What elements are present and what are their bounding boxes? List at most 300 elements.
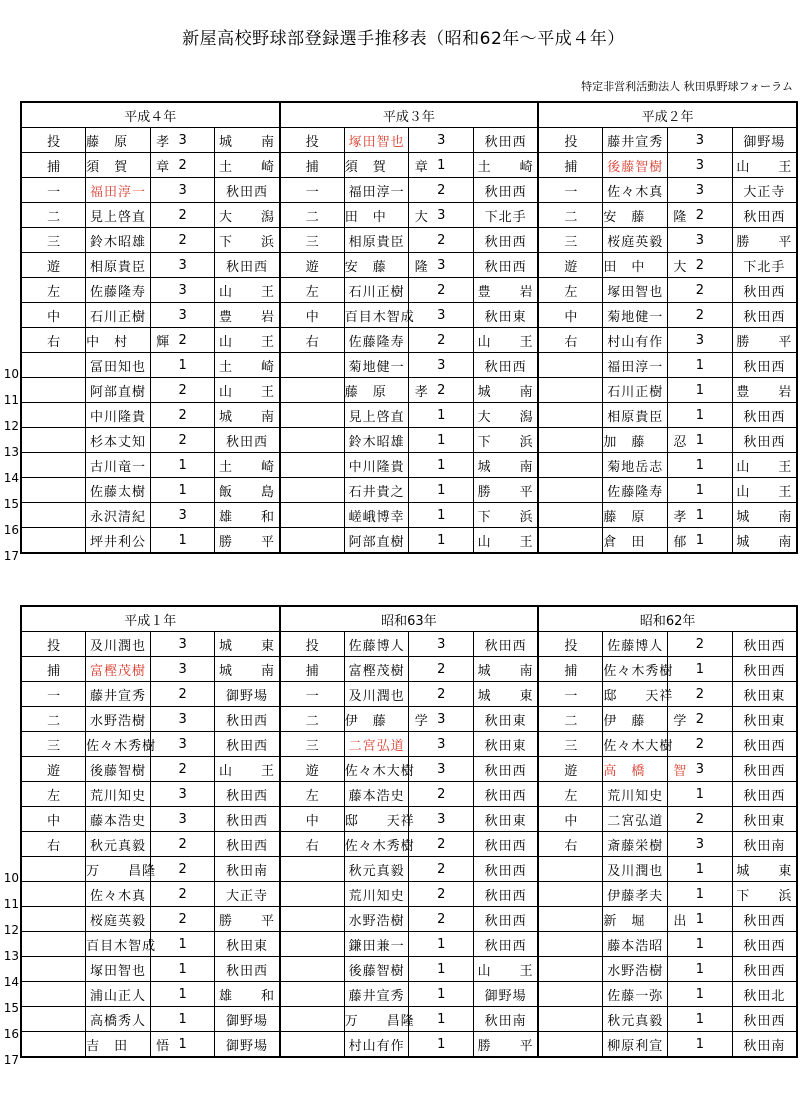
position-cell: 中 (538, 807, 603, 832)
position-cell: 捕 (21, 153, 86, 178)
player-name-cell: 鎌田兼一 (344, 932, 409, 957)
school-cell: 大正寺 (732, 178, 797, 203)
position-cell: 遊 (21, 253, 86, 278)
position-cell (538, 403, 603, 428)
school-cell: 城 南 (474, 453, 539, 478)
player-name-cell: 石川正樹 (603, 378, 668, 403)
row-number: 11 (3, 393, 19, 407)
player-name-cell: 藤本浩史 (86, 807, 151, 832)
grade-cell: 2 (409, 178, 474, 203)
player-name-cell: 冨田知也 (86, 353, 151, 378)
player-name-cell: 佐々木秀樹 (603, 657, 668, 682)
position-cell (21, 957, 86, 982)
player-name-cell: 阿部直樹 (86, 378, 151, 403)
grade-cell: 2 (150, 403, 215, 428)
position-cell: 二 (538, 707, 603, 732)
position-cell: 遊 (21, 757, 86, 782)
school-cell: 秋田西 (474, 757, 539, 782)
grade-cell: 2 (150, 203, 215, 228)
school-cell: 秋田西 (474, 832, 539, 857)
grade-cell: 2 (150, 328, 215, 353)
position-cell: 二 (280, 707, 345, 732)
grade-cell: 2 (150, 378, 215, 403)
grade-cell: 3 (409, 203, 474, 228)
school-cell: 城 東 (732, 857, 797, 882)
grade-cell: 3 (668, 128, 733, 153)
player-name-cell: 藤井宣秀 (344, 982, 409, 1007)
row-number: 13 (3, 949, 19, 963)
school-cell: 秋田西 (732, 203, 797, 228)
position-cell: 投 (21, 632, 86, 657)
position-cell (21, 1032, 86, 1058)
school-cell: 秋田西 (732, 757, 797, 782)
player-name-cell: 二宮弘道 (344, 732, 409, 757)
player-name-cell: 相原貴臣 (603, 403, 668, 428)
player-name-cell: 伊 藤 学 (603, 707, 668, 732)
player-name-cell: 百目木智成 (344, 303, 409, 328)
position-cell (21, 503, 86, 528)
player-name-cell: 万 昌隆 (86, 857, 151, 882)
grade-cell: 1 (668, 982, 733, 1007)
player-name-cell: 倉 田 郁 (603, 528, 668, 554)
school-cell: 秋田西 (474, 907, 539, 932)
grade-cell: 1 (409, 153, 474, 178)
player-name-cell: 藤井宣秀 (603, 128, 668, 153)
row-number: 16 (3, 1027, 19, 1041)
row-number: 14 (3, 471, 19, 485)
grade-cell: 3 (150, 303, 215, 328)
school-cell: 秋田西 (732, 957, 797, 982)
school-cell: 秋田西 (474, 353, 539, 378)
school-cell: 土 崎 (215, 353, 280, 378)
grade-cell: 3 (150, 657, 215, 682)
school-cell: 秋田西 (474, 128, 539, 153)
school-cell: 大 潟 (215, 203, 280, 228)
position-cell (538, 857, 603, 882)
player-name-cell: 邸 天祥 (603, 682, 668, 707)
school-cell: 土 崎 (474, 153, 539, 178)
grade-cell: 2 (409, 782, 474, 807)
grade-cell: 1 (668, 657, 733, 682)
player-name-cell: 菊地健一 (603, 303, 668, 328)
player-name-cell: 見上啓直 (86, 203, 151, 228)
player-name-cell: 坪井利公 (86, 528, 151, 554)
year-header: 昭和62年 (538, 606, 797, 632)
position-cell (538, 957, 603, 982)
grade-cell: 1 (150, 957, 215, 982)
grade-cell: 1 (150, 353, 215, 378)
row-number: 10 (3, 367, 19, 381)
player-name-cell: 嵯峨博幸 (344, 503, 409, 528)
school-cell: 山 王 (474, 328, 539, 353)
position-cell (21, 857, 86, 882)
player-name-cell: 桜庭英毅 (603, 228, 668, 253)
player-name-cell: 及川潤也 (603, 857, 668, 882)
position-cell: 右 (538, 832, 603, 857)
player-name-cell: 後藤智樹 (603, 153, 668, 178)
row-number: 12 (3, 923, 19, 937)
player-name-cell: 佐々木大樹 (603, 732, 668, 757)
school-cell: 下 浜 (215, 228, 280, 253)
position-cell: 右 (21, 832, 86, 857)
school-cell: 城 南 (215, 657, 280, 682)
grade-cell: 1 (668, 1032, 733, 1058)
position-cell: 遊 (538, 757, 603, 782)
table-row (21, 453, 797, 478)
page-title: 新屋高校野球部登録選手推移表（昭和62年～平成４年） (182, 29, 625, 49)
player-name-cell: 田 中 大 (603, 253, 668, 278)
position-cell: 二 (21, 707, 86, 732)
table-row (21, 657, 797, 682)
table-row (21, 503, 797, 528)
school-cell: 秋田西 (474, 632, 539, 657)
row-number: 15 (3, 497, 19, 511)
school-cell: 勝 平 (732, 328, 797, 353)
year-header: 平成４年 (21, 102, 280, 128)
grade-cell: 2 (150, 428, 215, 453)
grade-cell: 3 (150, 632, 215, 657)
position-cell: 捕 (21, 657, 86, 682)
grade-cell: 1 (150, 478, 215, 503)
school-cell: 秋田西 (732, 1007, 797, 1032)
grade-cell: 3 (150, 807, 215, 832)
position-cell: 遊 (280, 253, 345, 278)
table-row (21, 303, 797, 328)
player-name-cell: 荒川知史 (603, 782, 668, 807)
position-cell: 右 (21, 328, 86, 353)
grade-cell: 2 (409, 832, 474, 857)
player-name-cell: 佐藤博人 (344, 632, 409, 657)
player-name-cell: 高橋秀人 (86, 1007, 151, 1032)
grade-cell: 1 (668, 1007, 733, 1032)
school-cell: 豊 岩 (215, 303, 280, 328)
grade-cell: 1 (409, 403, 474, 428)
table-row (21, 832, 797, 857)
grade-cell: 3 (668, 153, 733, 178)
school-cell: 下 浜 (474, 428, 539, 453)
school-cell: 秋田西 (215, 957, 280, 982)
school-cell: 城 南 (474, 378, 539, 403)
position-cell (280, 503, 345, 528)
grade-cell: 1 (150, 1032, 215, 1058)
grade-cell: 3 (409, 632, 474, 657)
school-cell: 秋田西 (732, 657, 797, 682)
position-cell: 二 (280, 203, 345, 228)
player-name-cell: 福田淳一 (344, 178, 409, 203)
position-cell (280, 453, 345, 478)
position-cell (538, 503, 603, 528)
table-row (21, 153, 797, 178)
player-name-cell: 安 藤 隆 (344, 253, 409, 278)
grade-cell: 2 (668, 732, 733, 757)
grade-cell: 2 (409, 278, 474, 303)
school-cell: 城 東 (474, 682, 539, 707)
position-cell (538, 982, 603, 1007)
school-cell: 秋田西 (732, 428, 797, 453)
school-cell: 秋田西 (474, 178, 539, 203)
school-cell: 城 南 (215, 403, 280, 428)
grade-cell: 3 (409, 128, 474, 153)
grade-cell: 1 (409, 1007, 474, 1032)
table-row (21, 228, 797, 253)
grade-cell: 1 (668, 782, 733, 807)
school-cell: 秋田東 (474, 807, 539, 832)
position-cell: 投 (538, 632, 603, 657)
row-number: 17 (3, 1053, 19, 1067)
row-number: 11 (3, 897, 19, 911)
table-row (21, 907, 797, 932)
grade-cell: 3 (409, 807, 474, 832)
grade-cell: 2 (150, 857, 215, 882)
school-cell: 大正寺 (215, 882, 280, 907)
player-name-cell: 見上啓直 (344, 403, 409, 428)
school-cell: 秋田西 (474, 882, 539, 907)
player-name-cell: 伊 藤 学 (344, 707, 409, 732)
school-cell: 御野場 (215, 1007, 280, 1032)
player-name-cell: 藤 原 孝 (603, 503, 668, 528)
position-cell: 左 (280, 782, 345, 807)
school-cell: 大 潟 (474, 403, 539, 428)
roster-table (20, 605, 798, 1058)
school-cell: 城 南 (215, 128, 280, 153)
school-cell: 秋田東 (474, 732, 539, 757)
player-name-cell: 相原貴臣 (86, 253, 151, 278)
player-name-cell: 塚田智也 (344, 128, 409, 153)
position-cell (538, 907, 603, 932)
school-cell: 土 崎 (215, 453, 280, 478)
position-cell (21, 907, 86, 932)
grade-cell: 2 (150, 882, 215, 907)
position-cell: 投 (280, 632, 345, 657)
position-cell (21, 428, 86, 453)
table-row (21, 707, 797, 732)
grade-cell: 1 (668, 503, 733, 528)
grade-cell: 1 (409, 428, 474, 453)
grade-cell: 3 (150, 128, 215, 153)
position-cell (280, 957, 345, 982)
player-name-cell: 浦山正人 (86, 982, 151, 1007)
position-cell: 三 (21, 732, 86, 757)
player-name-cell: 新 堀 出 (603, 907, 668, 932)
position-cell: 三 (280, 732, 345, 757)
table-row (21, 353, 797, 378)
position-cell: 一 (21, 178, 86, 203)
table-row (21, 428, 797, 453)
school-cell: 秋田西 (215, 253, 280, 278)
position-cell (538, 453, 603, 478)
school-cell: 城 東 (215, 632, 280, 657)
school-cell: 豊 岩 (474, 278, 539, 303)
grade-cell: 1 (668, 353, 733, 378)
player-name-cell: 古川竜一 (86, 453, 151, 478)
position-cell: 捕 (538, 153, 603, 178)
school-cell: 城 南 (732, 528, 797, 554)
school-cell: 秋田西 (474, 782, 539, 807)
table-row (21, 478, 797, 503)
school-cell: 秋田北 (732, 982, 797, 1007)
position-cell: 一 (538, 178, 603, 203)
grade-cell: 2 (668, 253, 733, 278)
year-header-row (21, 606, 797, 632)
player-name-cell: 安 藤 隆 (603, 203, 668, 228)
grade-cell: 3 (409, 353, 474, 378)
school-cell: 秋田東 (732, 807, 797, 832)
position-cell (21, 932, 86, 957)
grade-cell: 1 (668, 428, 733, 453)
table-row (21, 278, 797, 303)
position-cell: 二 (21, 203, 86, 228)
player-name-cell: 高 橋 智 (603, 757, 668, 782)
table-row (21, 932, 797, 957)
school-cell: 下北手 (732, 253, 797, 278)
player-name-cell: 藤 原 孝 (86, 128, 151, 153)
school-cell: 秋田東 (474, 707, 539, 732)
position-cell (538, 1032, 603, 1058)
position-cell (21, 378, 86, 403)
player-name-cell: 阿部直樹 (344, 528, 409, 554)
position-cell: 一 (538, 682, 603, 707)
player-name-cell: 水野浩樹 (86, 707, 151, 732)
player-name-cell: 石川正樹 (86, 303, 151, 328)
position-cell (280, 932, 345, 957)
table-row (21, 1007, 797, 1032)
player-name-cell: 佐藤太樹 (86, 478, 151, 503)
school-cell: 秋田西 (732, 278, 797, 303)
position-cell (21, 353, 86, 378)
player-name-cell: 伊藤孝夫 (603, 882, 668, 907)
school-cell: 城 南 (474, 657, 539, 682)
position-cell (21, 982, 86, 1007)
position-cell: 捕 (280, 657, 345, 682)
school-cell: 秋田西 (732, 732, 797, 757)
school-cell: 山 王 (215, 278, 280, 303)
row-number: 17 (3, 549, 19, 563)
player-name-cell: 荒川知史 (86, 782, 151, 807)
table-row (21, 328, 797, 353)
player-name-cell: 佐藤一弥 (603, 982, 668, 1007)
school-cell: 秋田東 (474, 303, 539, 328)
school-cell: 秋田西 (215, 832, 280, 857)
school-cell: 飯 島 (215, 478, 280, 503)
position-cell: 中 (538, 303, 603, 328)
player-name-cell: 佐藤隆寿 (603, 478, 668, 503)
school-cell: 秋田西 (474, 228, 539, 253)
player-name-cell: 藤井宣秀 (86, 682, 151, 707)
school-cell: 秋田西 (215, 732, 280, 757)
player-name-cell: 杉本丈知 (86, 428, 151, 453)
player-name-cell: 田 中 大 (344, 203, 409, 228)
player-name-cell: 二宮弘道 (603, 807, 668, 832)
school-cell: 秋田東 (732, 707, 797, 732)
grade-cell: 3 (409, 757, 474, 782)
year-header: 平成２年 (538, 102, 797, 128)
grade-cell: 1 (409, 478, 474, 503)
position-cell: 一 (21, 682, 86, 707)
position-cell: 三 (538, 228, 603, 253)
player-name-cell: 佐藤隆寿 (344, 328, 409, 353)
position-cell (538, 378, 603, 403)
player-name-cell: 中 村 輝 (86, 328, 151, 353)
school-cell: 下北手 (474, 203, 539, 228)
school-cell: 土 崎 (215, 153, 280, 178)
school-cell: 秋田西 (732, 403, 797, 428)
position-cell: 中 (21, 303, 86, 328)
table-row (21, 1032, 797, 1058)
school-cell: 勝 平 (474, 478, 539, 503)
position-cell (538, 353, 603, 378)
grade-cell: 3 (409, 707, 474, 732)
school-cell: 山 王 (215, 757, 280, 782)
position-cell (280, 1007, 345, 1032)
table-row (21, 982, 797, 1007)
table-row (21, 403, 797, 428)
grade-cell: 2 (150, 682, 215, 707)
school-cell: 山 王 (474, 528, 539, 554)
school-cell: 秋田西 (215, 707, 280, 732)
school-cell: 勝 平 (732, 228, 797, 253)
player-name-cell: 相原貴臣 (344, 228, 409, 253)
player-name-cell: 須 賀 章 (86, 153, 151, 178)
table-row (21, 632, 797, 657)
school-cell: 秋田西 (732, 932, 797, 957)
school-cell: 秋田西 (732, 632, 797, 657)
position-cell (280, 907, 345, 932)
row-number: 13 (3, 445, 19, 459)
school-cell: 山 王 (732, 478, 797, 503)
grade-cell: 2 (409, 228, 474, 253)
grade-cell: 3 (668, 757, 733, 782)
grade-cell: 3 (150, 278, 215, 303)
roster-table (20, 101, 798, 554)
player-name-cell: 秋元真毅 (603, 1007, 668, 1032)
player-name-cell: 佐藤博人 (603, 632, 668, 657)
position-cell (280, 1032, 345, 1058)
grade-cell: 1 (668, 857, 733, 882)
grade-cell: 3 (150, 503, 215, 528)
player-name-cell: 藤 原 孝 (344, 378, 409, 403)
player-name-cell: 邸 天祥 (344, 807, 409, 832)
player-name-cell: 加 藤 忍 (603, 428, 668, 453)
school-cell: 秋田南 (732, 1032, 797, 1058)
position-cell: 中 (280, 303, 345, 328)
player-name-cell: 藤本浩昭 (603, 932, 668, 957)
position-cell: 捕 (280, 153, 345, 178)
grade-cell: 1 (668, 882, 733, 907)
player-name-cell: 中川隆貴 (344, 453, 409, 478)
school-cell: 秋田西 (215, 782, 280, 807)
grade-cell: 2 (668, 632, 733, 657)
player-name-cell: 中川隆貴 (86, 403, 151, 428)
school-cell: 秋田南 (732, 832, 797, 857)
player-name-cell: 佐々木秀樹 (344, 832, 409, 857)
table-row (21, 757, 797, 782)
grade-cell: 2 (409, 378, 474, 403)
position-cell (280, 857, 345, 882)
school-cell: 勝 平 (215, 907, 280, 932)
grade-cell: 1 (668, 907, 733, 932)
position-cell (280, 378, 345, 403)
school-cell: 下 浜 (474, 503, 539, 528)
table-row (21, 682, 797, 707)
row-number: 12 (3, 419, 19, 433)
player-name-cell: 佐々木秀樹 (86, 732, 151, 757)
player-name-cell: 鈴木昭雄 (344, 428, 409, 453)
player-name-cell: 福田淳一 (86, 178, 151, 203)
grade-cell: 1 (150, 528, 215, 554)
player-name-cell: 及川潤也 (86, 632, 151, 657)
position-cell: 左 (538, 278, 603, 303)
table-row (21, 732, 797, 757)
